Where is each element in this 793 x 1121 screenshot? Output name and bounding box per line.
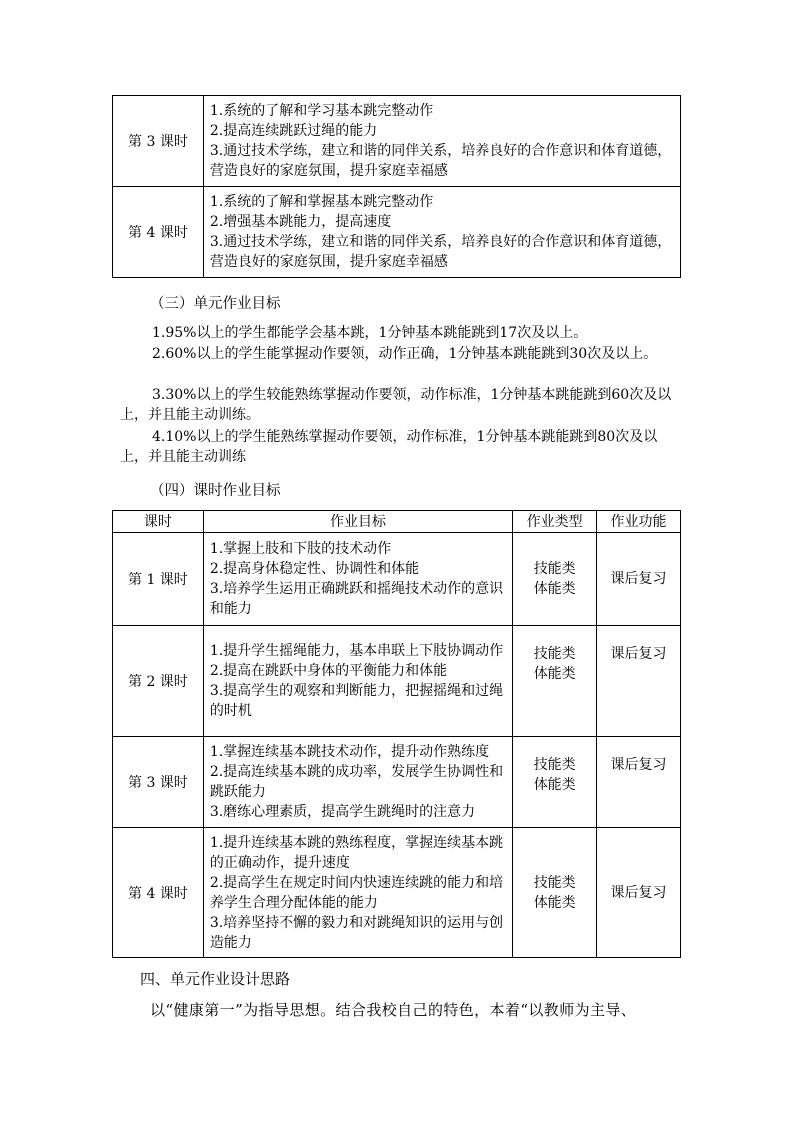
function-cell: 课后复习 xyxy=(597,533,681,626)
goals-cell xyxy=(203,96,680,187)
homework-goals-table xyxy=(112,510,681,958)
table-row xyxy=(113,737,681,828)
section-heading: 四、单元作业设计思路 xyxy=(140,970,291,988)
function-cell: 课后复习 xyxy=(597,737,681,828)
goals-cell xyxy=(203,737,512,828)
goal-item: 2.提高连续基本跳的成功率，发展学生协调性和跳跃能力 xyxy=(209,764,504,800)
lesson-cell: 第 4 课时 xyxy=(113,828,204,958)
goal-item: 1.掌握上肢和下肢的技术动作 xyxy=(209,541,392,557)
goals-cell xyxy=(203,187,680,278)
goal-item: 3.通过技术学练，建立和谐的同伴关系，培养良好的合作意识和体育道德，营造良好的家庭氛围，提升家庭幸福感 xyxy=(209,143,672,179)
table-header-row xyxy=(113,511,681,533)
type-cell xyxy=(513,626,597,737)
goal-item: 1.系统的了解和掌握基本跳完整动作 xyxy=(209,194,434,210)
body-paragraph: 以“健康第一”为指导思想。结合我校自己的特色，本着“以教师为主导、 xyxy=(150,1001,637,1019)
goal-item: 2.提高连续跳跃过绳的能力 xyxy=(209,123,378,139)
lesson-cell: 第 1 课时 xyxy=(113,533,204,626)
goal-item: 2.增强基本跳能力，提高速度 xyxy=(209,214,392,230)
goal-item: 3.提高学生的观察和判断能力，把握摇绳和过绳的时机 xyxy=(209,683,504,719)
section-heading: （三）单元作业目标 xyxy=(150,296,281,312)
goal-item: 1.提升连续基本跳的熟练程度，掌握连续基本跳的正确动作，提升速度 xyxy=(209,834,504,871)
column-header: 作业功能 xyxy=(597,511,681,533)
function-cell: 课后复习 xyxy=(597,828,681,958)
table-row xyxy=(113,828,681,958)
goal-item: 3.磨练心理素质，提高学生跳绳时的注意力 xyxy=(209,804,476,820)
goal-item: 1.掌握连续基本跳技术动作，提升动作熟练度 xyxy=(209,744,490,760)
type-label: 技能类 xyxy=(533,646,576,662)
goal-item: 3.培养学生运用正确跳跃和摇绳技术动作的意识和能力 xyxy=(209,581,504,617)
goal-item: 2.提高身体稳定性、协调性和体能 xyxy=(209,561,420,577)
goal-item: 2.提高学生在规定时间内快速连续跳的能力和培养学生合理分配体能的能力 xyxy=(209,874,504,911)
goal-item: 1.系统的了解和学习基本跳完整动作 xyxy=(209,103,434,119)
column-header: 课时 xyxy=(113,511,204,533)
goals-cell xyxy=(203,533,512,626)
type-cell xyxy=(513,533,597,626)
lesson-cell: 第 3 课时 xyxy=(113,737,204,828)
type-label: 技能类 xyxy=(533,874,576,891)
table-row xyxy=(113,96,681,187)
goal-paragraph: 3.30%以上的学生较能熟练掌握动作要领，动作标准，1分钟基本跳能跳到60次及以上，并且能主动训练。 xyxy=(120,387,672,423)
type-label: 技能类 xyxy=(533,561,576,577)
goal-paragraph: 4.10%以上的学生能熟练掌握动作要领，动作标准，1分钟基本跳能跳到80次及以上，并且能主动训练 xyxy=(120,429,658,465)
type-label: 技能类 xyxy=(533,757,576,773)
goal-item: 1.提升学生摇绳能力，基本串联上下肢协调动作 xyxy=(209,643,504,659)
lesson-goals-table xyxy=(112,95,681,278)
goals-cell xyxy=(203,828,512,958)
lesson-cell: 第 3 课时 xyxy=(113,96,204,187)
column-header: 作业类型 xyxy=(513,511,597,533)
type-label: 体能类 xyxy=(533,777,576,793)
type-label: 体能类 xyxy=(533,581,576,597)
goal-item: 3.培养坚持不懈的毅力和对跳绳知识的运用与创造能力 xyxy=(209,914,504,951)
type-label: 体能类 xyxy=(533,894,576,911)
table-row xyxy=(113,533,681,626)
goal-item: 2.提高在跳跃中身体的平衡能力和体能 xyxy=(209,663,448,679)
function-cell: 课后复习 xyxy=(597,626,681,737)
column-header: 作业目标 xyxy=(203,511,512,533)
type-label: 体能类 xyxy=(533,666,576,682)
type-cell xyxy=(513,737,597,828)
lesson-cell: 第 4 课时 xyxy=(113,187,204,278)
lesson-cell: 第 2 课时 xyxy=(113,626,204,737)
table-row xyxy=(113,626,681,737)
table-row xyxy=(113,187,681,278)
goal-paragraph: 2.60%以上的学生能掌握动作要领，动作正确，1分钟基本跳能跳到30次及以上。 xyxy=(152,346,658,362)
goal-paragraph: 1.95%以上的学生都能学会基本跳，1分钟基本跳能跳到17次及以上。 xyxy=(152,325,588,341)
section-heading: （四）课时作业目标 xyxy=(150,483,281,499)
goal-item: 3.通过技术学练，建立和谐的同伴关系，培养良好的合作意识和体育道德，营造良好的家庭氛围，提升家庭幸福感 xyxy=(209,234,672,270)
type-cell xyxy=(513,828,597,958)
goals-cell xyxy=(203,626,512,737)
